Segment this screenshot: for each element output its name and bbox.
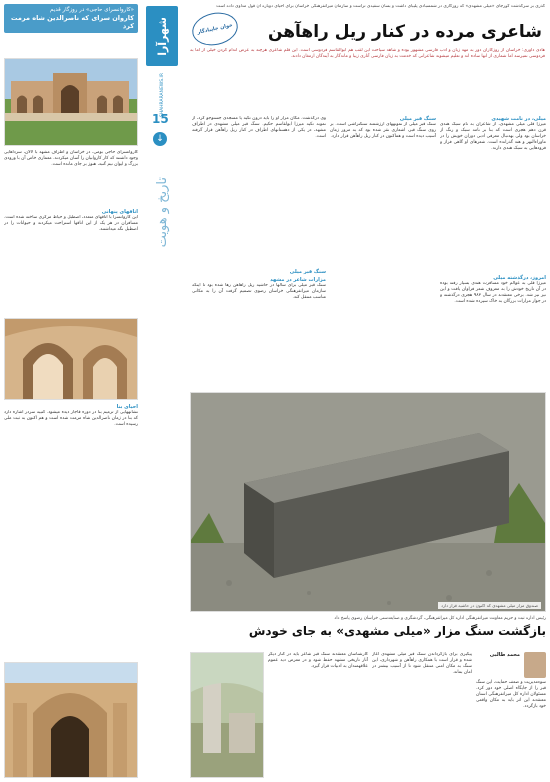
left-paragraph-1: کاروانسرای حاجی بومی، در خراسان و اطراف مشهد با لالان، سرداهایی وجود داشتند که کار کاروانیان را آسان میکردند. معماری خاص آن با ورودی بزرگ و ایوان نیم گنبد، هنوز بر جای مانده است.: [4, 150, 138, 168]
site-url: SHAHRARANEWS.IR: [159, 72, 165, 118]
right-subhead-1: میلی، در نامت شهیدی: [491, 116, 546, 122]
author-block: [476, 652, 546, 768]
masthead-strip: [140, 0, 186, 782]
mid-paragraph-2: سنگ قبر میلی برای سالها در حاشیه ریل راهآهن رها شده بود تا اینکه سازمان میراثفرهنگی خراسان رضوی تصمیم گرفت آن را به مکانی مناسب منتقل کند.: [192, 283, 326, 301]
right-col: [440, 116, 546, 389]
right-paragraph-1: میرزا قلی میلی مشهدی، از شاعران به نام سبک هندی قرن دهم هجری است که بنا بر نامه سبک و رنگ از خراسان بود ولی بهدنبال معرفی ادبی دوران خویش را در ماوراءالنهر و هند گذرانده است. شعرهای او گاهی فراز و فرودهایی به سبک هندی دارند.: [440, 122, 546, 152]
right-subhead-2: امروز، درگذشته میلی: [493, 275, 546, 281]
right-paragraph-2: میرزا قلی به عوالم خود مسافرت هندی بسیار رفته بوده در آن تاریخ خودش را به معروف شعر فراوان یافت و این نیز نیز شد. برخی معتقدند در سال ۹۸۳ هجری درگذشته و در جوار مزارات بزرگان به خاک سپرده شده است.: [440, 281, 546, 305]
tombstone-photo: [190, 392, 546, 612]
main-title: شاعری مرده در کنار ریل راهآهن: [267, 22, 542, 42]
lead-text: هادی داوری: خراسان از روزگاران دور به مهد زبان و ادب فارسی مشهور بوده و شاهد سیاحت این لقب هم ابوالقاسم فردوسی است. این قلم شاعری هرچند به عرض اندام کردن خیلی از اما به فردوسی نمیرسد اما شماری از انها ساده اند و تعلیم میشوند شاعرانی که خدمت به زبان فارسی آثاری زیبا و ماندگار به آیندگان ارمغان دادند.: [190, 48, 545, 60]
bottom-paragraph-2: پیگیری برای بازگرداندن سنگ قبر میلی مشهدی آغاز شده و قرار است با همکاری راهآهن و شهرداری، این سنگ به مکان امنی منتقل شود تا از آسیب بیشتر در امان بماند.: [372, 652, 472, 676]
author-name: محمد طالبی: [489, 652, 520, 658]
midright-subhead: سنگ قبر میلی: [399, 116, 436, 122]
left-story-kicker: «کاروانسرای حاجی» در روزگار قدیم: [50, 7, 134, 13]
bottom-text-col-2: [268, 652, 368, 778]
left-story-title: [4, 4, 138, 33]
left-story-headline: کاروان سرای که ناصرالدین شاه مرمت کرد: [11, 14, 134, 30]
bottom-text-col-1: [372, 652, 472, 778]
mid-col: [192, 116, 326, 393]
mid-right-col: [330, 116, 436, 392]
mid-subhead-2: مزارات شاعر در مشهد: [270, 277, 326, 283]
lead-paragraph: [190, 48, 545, 112]
stamp-badge: [189, 9, 241, 50]
grave-photo: [190, 652, 264, 778]
bottom-story: [190, 616, 546, 638]
left-col-text: [4, 150, 138, 315]
caravanserai-photo-exterior: [4, 58, 138, 146]
brand-name: شهرآرا: [155, 16, 169, 56]
top-kicker: [190, 4, 545, 14]
caravanserai-photo-gate: [4, 662, 138, 778]
left-col-text-2: [4, 404, 138, 650]
author-avatar: [524, 652, 546, 678]
main-title-block: [242, 22, 542, 42]
midright-paragraph: سنگ قبر میلی از نمونههای ارزشمند سنگتراشی است. بر روی سنگ قبر، اشعاری نقر شده بود که به مرور زمان آسیب دیده است و هماکنون در کنار ریل راهآهن قرار دارد.: [330, 122, 436, 140]
stamp-text: خوان جانِبادگار: [196, 22, 234, 36]
left-paragraph-2: این کاروانسرا با اتاقهای متعدد، اصطبل و حیاط مرکزی ساخته شده است. مسافران در هر یک از این اتاقها استراحت میکردند و حیوانات را در اصطبل نگه میداشتند.: [4, 215, 138, 233]
arrow-down-icon: ↓: [153, 132, 167, 146]
masthead-logo: [146, 6, 178, 66]
bottom-title: بازگشت سنگ مزار «میلی مشهدی» به جای خودش: [248, 624, 546, 638]
mid-paragraph-1: وی درگذشت. مکان مزار او را باید درون تکیه یا مسجدی جستوجو کرد، از نمونه تکیه میرزا ابولقاسم حکیم. سنگ قبر میلی مشهدی در اطراف مشهد، در یکی از دهستانهای اطراف در کنار ریل راهآهن قرار گرفته است.: [192, 116, 326, 140]
mid-subhead-1: سنگ قبر میلی: [289, 269, 326, 275]
left-story: [4, 4, 138, 33]
bottom-kicker: رئیس اداره ثبت و حریم معاونت میراثفرهنگی اداره کل میراثفرهنگی، گردشگری و صنایعدستی خراسان رضوی پاسخ داد: [334, 616, 546, 621]
section-text: تاریخ و هویت: [154, 176, 170, 248]
left-subhead-2: اتاقهای پنهانی: [101, 209, 138, 215]
page-number: 15: [152, 112, 169, 126]
caravanserai-photo-interior: [4, 318, 138, 400]
bottom-paragraph-3: کارشناسان معتقدند سنگ قبر شاعر باید در کنار دیگر آثار تاریخی مشهد حفظ شود و در معرض دید عموم علاقهمندان به ادبیات قرار گیرد.: [268, 652, 368, 670]
kicker-text: گذری بر سرگذشت گورجای «میلی مشهدی» که روزگاری در شمسبادی پلیبای داشت و بسان سفیدی تراست و سازمان میراثفرهنگی خراسان برای احیای دوباره آن قول مداوی داده است: [216, 4, 545, 9]
left-paragraph-3: نشانههایی از ترمیم بنا در دوره قاجار دیده میشود. کتیبه سردر اشاره دارد که بنا در زمان ناصرالدین شاه مرمت شده است و هم اکنون به ثبت ملی رسیده است.: [4, 410, 138, 428]
author-paragraph: سوءمدیریت و ضعف حمایت، این سنگ قبر را از جایگاه اصلی خود دور کرد. مسئولان اداره کل میراثفرهنگی استان معتقدند این اثر باید به مکان واقعی خود بازگردد.: [476, 680, 546, 710]
tombstone-caption: صندوق مزار میلی مشهدی که اکنون در حاشیه قرار دارد: [438, 602, 541, 609]
section-label: [148, 152, 176, 272]
left-subhead-3: احیای بنا: [116, 404, 138, 410]
